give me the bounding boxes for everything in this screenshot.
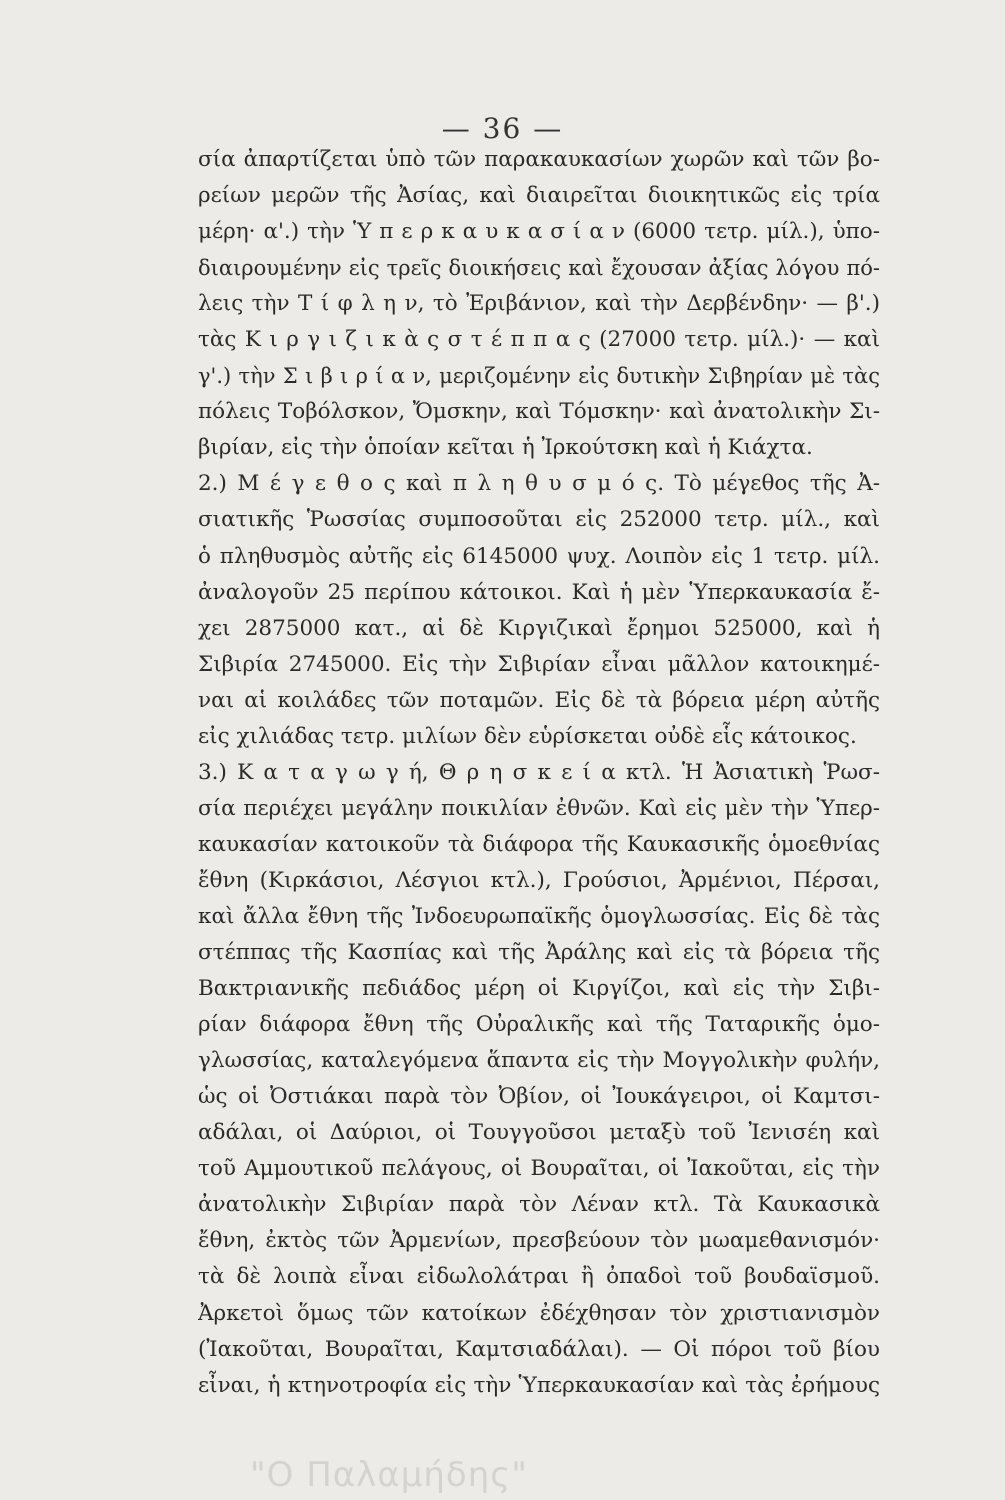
text-line: αδάλαι, οἱ Δαύριοι, οἱ Τουγγοῦσοι μεταξὺ τοῦ Ἰενισέη καὶ bbox=[198, 1120, 880, 1146]
text-line: σιατικῆς Ῥωσσίας συμποσοῦται εἰς 252000 τετρ. μίλ., καὶ bbox=[198, 507, 880, 533]
text-line: Σιβιρία 2745000. Εἰς τὴν Σιβιρίαν εἶναι μᾶλλον κατοικημέ- bbox=[198, 651, 880, 677]
text-line: στέππας τῆς Κασπίας καὶ τῆς Ἀράλης καὶ εἰς τὰ βόρεια τῆς bbox=[198, 940, 880, 966]
text-line: πόλεις Τοβόλσκον, Ὄμσκην, καὶ Τόμσκην· καὶ ἀνατολικὴν Σι- bbox=[198, 399, 880, 425]
text-line: τοῦ Αμμουτικοῦ πελάγους, οἱ Βουραῖται, οἱ Ἰακοῦται, εἰς τὴν bbox=[198, 1156, 880, 1182]
text-line: λεις τὴν Τ ί φ λ η ν, τὸ Ἐριβάνιον, καὶ τὴν Δερβένδην· — β'.) bbox=[198, 291, 880, 317]
text-line: Ἀρκετοὶ ὅμως τῶν κατοίκων ἐδέχθησαν τὸν χριστιανισμὸν bbox=[198, 1300, 880, 1326]
text-line: καὶ ἄλλα ἔθνη τῆς Ἰνδοευρωπαϊκῆς ὁμογλωσσίας. Εἰς δὲ τὰς bbox=[198, 903, 880, 929]
text-line: ρείων μερῶν τῆς Ἀσίας, καὶ διαιρεῖται διοικητικῶς εἰς τρία bbox=[198, 183, 880, 209]
text-line: (Ἰακοῦται, Βουραῖται, Καμτσιαδάλαι). — Οἱ πόροι τοῦ βίου bbox=[198, 1336, 880, 1362]
text-line: καυκασίαν κατοικοῦν τὰ διάφορα τῆς Καυκασικῆς ὁμοεθνίας bbox=[198, 831, 880, 857]
body-text bbox=[198, 142, 880, 1404]
text-line: γλωσσίας, καταλεγόμενα ἅπαντα εἰς τὴν Μογγολικὴν φυλήν, bbox=[198, 1048, 880, 1074]
text-line: ὁ πληθυσμὸς αὐτῆς εἰς 6145000 ψυχ. Λοιπὸν εἰς 1 τετρ. μίλ. bbox=[198, 543, 880, 569]
page-number: — 36 — bbox=[441, 112, 564, 145]
text-line: διαιρουμένην εἰς τρεῖς διοικήσεις καὶ ἔχουσαν ἀξίας λόγου πό- bbox=[198, 256, 880, 281]
text-line: τὰ δὲ λοιπὰ εἶναι εἰδωλολάτραι ἢ ὀπαδοὶ τοῦ βουδαϊσμοῦ. bbox=[198, 1264, 880, 1290]
text-line: ἔθνη, ἐκτὸς τῶν Ἀρμενίων, πρεσβεύουν τὸν μωαμεθανισμόν· bbox=[198, 1228, 880, 1254]
text-line: σία περιέχει μεγάλην ποικιλίαν ἐθνῶν. Καὶ εἰς μὲν τὴν Ὑπερ- bbox=[198, 795, 880, 821]
text-line: ἔθνη (Κιρκάσιοι, Λέσγιοι κτλ.), Γρούσιοι, Ἀρμένιοι, Πέρσαι, bbox=[198, 867, 880, 893]
text-line: εἰς χιλιάδας τετρ. μιλίων δὲν εὑρίσκεται οὐδὲ εἷς κάτοικος. bbox=[198, 723, 857, 749]
text-line: 2.) Μ έ γ ε θ ο ς καὶ π λ η θ υ σ μ ό ς. Τὸ μέγεθος τῆς Ἀ- bbox=[198, 471, 880, 497]
text-line: τὰς Κ ι ρ γ ι ζ ι κ ὰ ς σ τ έ π π α ς (27000 τετρ. μίλ.)· — καὶ bbox=[198, 327, 880, 353]
text-line: μέρη· α'.) τὴν Ὑ π ε ρ κ α υ κ α σ ί α ν (6000 τετρ. μίλ.), ὑπο- bbox=[198, 219, 880, 245]
text-line: ἀνατολικὴν Σιβιρίαν παρὰ τὸν Λέναν κτλ. Τὰ Καυκασικὰ bbox=[198, 1192, 880, 1218]
text-line: εἶναι, ἡ κτηνοτροφία εἰς τὴν Ὑπερκαυκασίαν καὶ τὰς ἐρήμους bbox=[198, 1372, 880, 1398]
library-watermark: "Ο Παλαμήδης" bbox=[250, 1455, 528, 1495]
text-line: ναι αἱ κοιλάδες τῶν ποταμῶν. Εἰς δὲ τὰ βόρεια μέρη αὐτῆς bbox=[198, 687, 880, 713]
text-line: ὡς οἱ Ὀστιάκαι παρὰ τὸν Ὀβίον, οἱ Ἰουκάγειροι, οἱ Καμτσι- bbox=[198, 1084, 880, 1110]
text-line: χει 2875000 κατ., αἱ δὲ Κιργιζικαὶ ἔρημοι 525000, καὶ ἡ bbox=[198, 615, 880, 641]
text-line: 3.) Κ α τ α γ ω γ ή, Θ ρ η σ κ ε ί α κτλ. Ἡ Ἀσιατικὴ Ῥωσ- bbox=[198, 759, 880, 785]
text-line: βιρίαν, εἰς τὴν ὁποίαν κεῖται ἡ Ἰρκούτσκη καὶ ἡ Κιάχτα. bbox=[198, 435, 813, 461]
text-line: Βακτριανικῆς πεδιάδος μέρη οἱ Κιργίζοι, καὶ εἰς τὴν Σιβι- bbox=[198, 976, 880, 1002]
text-line: γ'.) τὴν Σ ι β ι ρ ί α ν, μεριζομένην εἰς δυτικὴν Σιβηρίαν μὲ τὰς bbox=[198, 364, 880, 389]
text-line: ρίαν διάφορα ἔθνη τῆς Οὐραλικῆς καὶ τῆς Ταταρικῆς ὁμο- bbox=[198, 1012, 880, 1038]
text-line: σία ἀπαρτίζεται ὑπὸ τῶν παρακαυκασίων χωρῶν καὶ τῶν βο- bbox=[198, 147, 880, 172]
text-line: ἀναλογοῦν 25 περίπου κάτοικοι. Καὶ ἡ μὲν Ὑπερκαυκασία ἔ- bbox=[198, 579, 880, 605]
